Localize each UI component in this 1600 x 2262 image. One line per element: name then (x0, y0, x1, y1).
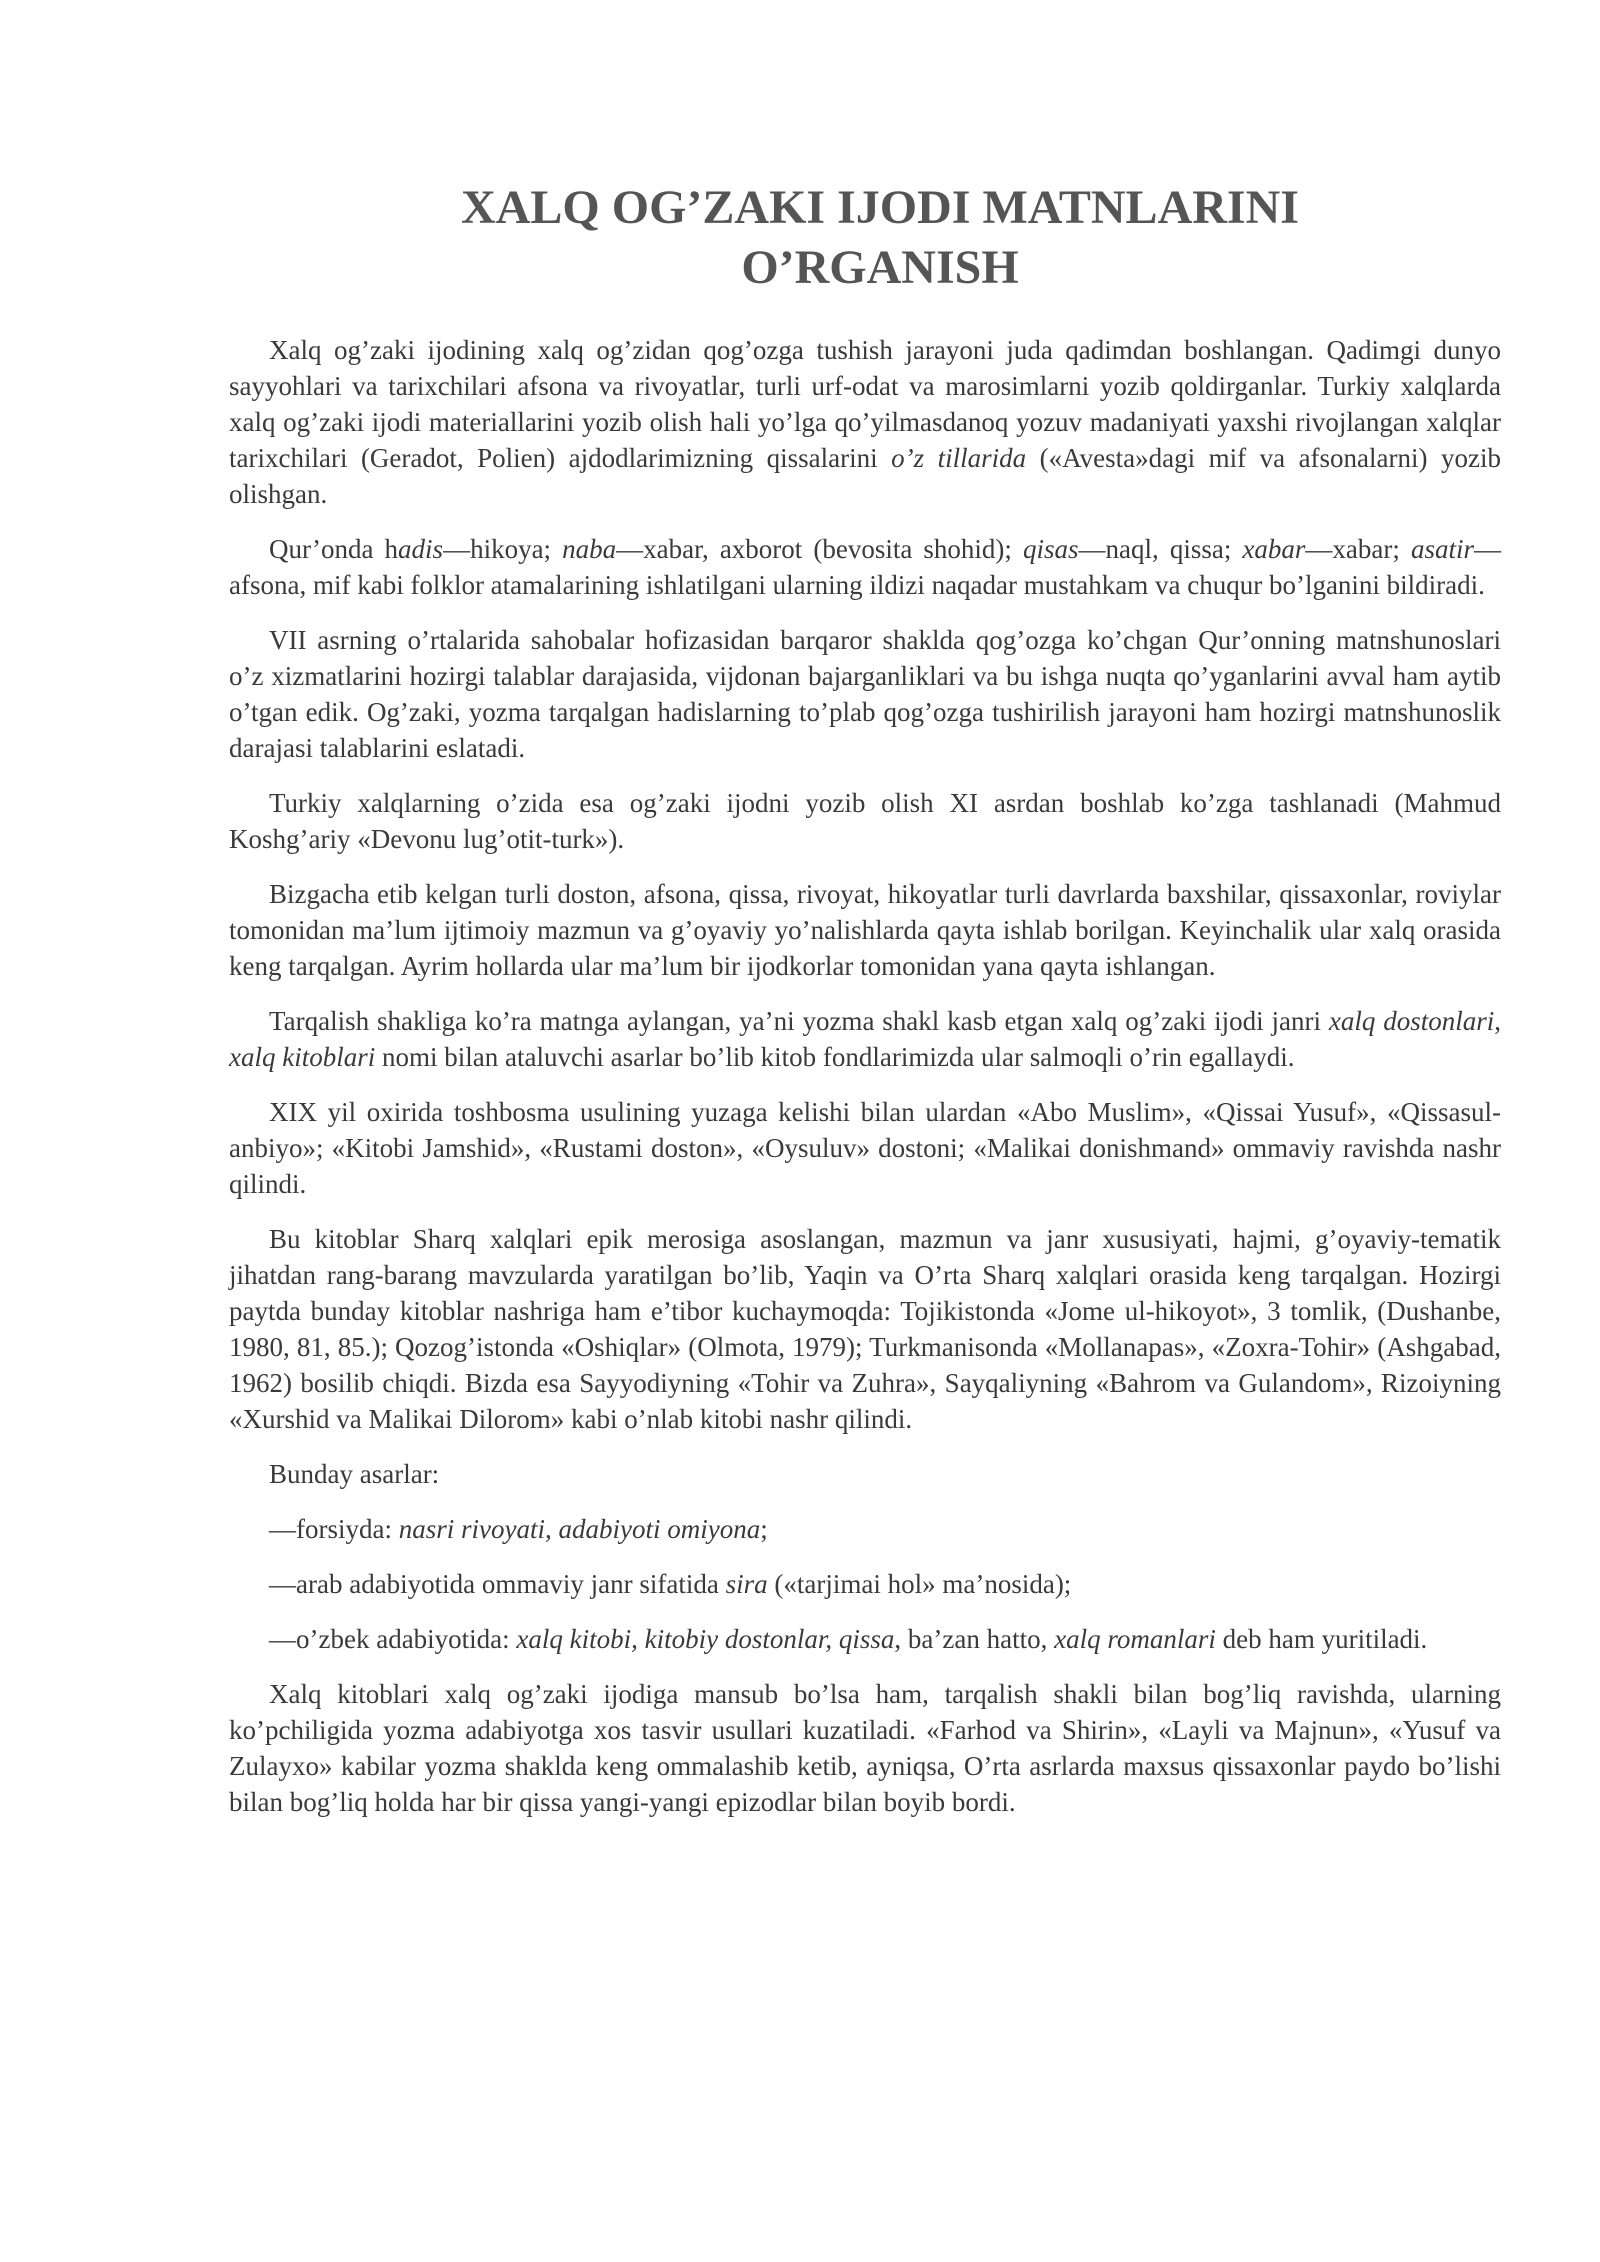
text-run: Qur’onda h (269, 534, 399, 564)
text-run: —hikoya; (443, 534, 563, 564)
text-run: Bu kitoblar Sharq xalqlari epik merosiga asoslangan, mazmun va janr xususiyati, hajmi, g’oyaviy-tematik jihatdan rang-barang mavzularda yaratilgan bo’lib, Yaqin va O’rta Sharq xalqlari orasida keng tarqalgan. Hozirgi paytda bunday kitoblar nashriga ham e’tibor kuchaymoqda: Tojikistonda «Jome ul-hikoyot», 3 tomlik, (Dushanbe, 1980, 81, 85.); Qozog’istonda «Oshiqlar» (Olmota, 1979); Turkmanisonda «Mollanapas», «Zoxra-Tohir» (Ashgabad, 1962) bosilib chiqdi. Bizda esa Sayyodiyning «Tohir va Zuhra», Sayqaliyning «Bahrom va Gulandom», Rizoiyning «Xurshid va Malikai Dilorom» kabi o’nlab kitobi nashr qilindi. (229, 1224, 1501, 1434)
text-run: Xalq og’zaki ijodining xalq og’zidan qog’ozga tushish jarayoni juda qadimdan boshlangan. Qadimgi dunyo sayyohlari va tarixchilari afsona va rivoyatlar, turli urf-odat va marosimlarni yozib qoldirganlar. Turkiy xalqlarda xalq og’zaki ijodi materiallarini yozib olish hali yo’lga qo’yilmasdanoq yozuv madaniyati yaxshi rivojlangan xalqlar tarixchilari (Geradot, Polien) ajdodlarimizning qissalarini (229, 335, 1501, 473)
paragraph (229, 1456, 1501, 1492)
text-run: —o’zbek adabiyotida: (269, 1624, 517, 1654)
paragraph (229, 1676, 1501, 1820)
text-run: Xalq kitoblari xalq og’zaki ijodiga mansub bo’lsa ham, tarqalish shakli bilan bog’liq ravishda, ularning ko’pchiligida yozma adabiyotga xos tasvir usullari kuzatiladi. «Farhod va Shirin», «Layli va Majnun», «Yusuf va Zulayxo» kabilar yozma shaklda keng ommalashib ketib, ayniqsa, O’rta asrlarda maxsus qissaxonlar paydo bo’lishi bilan bog’liq holda har bir qissa yangi-yangi epizodlar bilan boyib bordi. (229, 1679, 1501, 1817)
italic-term: sira (725, 1569, 768, 1599)
paragraph (229, 1094, 1501, 1202)
text-run: XIX yil oxirida toshbosma usulining yuzaga kelishi bilan ulardan «Abo Muslim», «Qissai Yusuf», «Qissasul-anbiyo»; «Kitobi Jamshid», «Rustami doston», «Oysuluv» dostoni; «Malikai donishmand» ommaviy ravishda nashr qilindi. (229, 1097, 1501, 1199)
paragraph (229, 1566, 1501, 1602)
title-line-2: O’RGANISH (741, 241, 1019, 294)
paragraph (229, 1511, 1501, 1547)
text-run: Turkiy xalqlarning o’zida esa og’zaki ijodni yozib olish XI asrdan boshlab ko’zga tashlanadi (Mahmud Koshg’ariy «Devonu lug’otit-turk»). (229, 788, 1501, 854)
text-run: —afsona, mif kabi folklor atamalarining ishlatilgani ularning ildizi naqadar mustahkam va chuqur bo’lganini bildiradi. (229, 534, 1501, 600)
paragraph (229, 1221, 1501, 1437)
text-run: , (1494, 1006, 1501, 1036)
italic-term: asatir (1410, 534, 1474, 564)
text-run: Bunday asarlar: (269, 1459, 440, 1489)
paragraph (229, 1621, 1501, 1657)
document-body (229, 332, 1501, 1820)
paragraph (229, 876, 1501, 984)
italic-term: naba (562, 534, 617, 564)
italic-term: qisas (1023, 534, 1079, 564)
italic-term: xabar (1242, 534, 1306, 564)
paragraph (229, 332, 1501, 512)
text-run: deb ham yuritiladi. (1215, 1624, 1428, 1654)
italic-term: adis (398, 534, 444, 564)
text-run: nomi bilan ataluvchi asarlar bo’lib kitob fondlarimizda ular salmoqli o’rin egallaydi. (375, 1042, 1295, 1072)
paragraph (229, 622, 1501, 766)
italic-term: xalq kitoblari (229, 1042, 376, 1072)
text-run: VII asrning o’rtalarida sahobalar hofizasidan barqaror shaklda qog’ozga ko’chgan Qur’onning matnshunoslari o’z xizmatlarini hozirgi talablar darajasida, vijdonan bajarganliklari va bu ishga nuqta qo’yganlarini avval ham aytib o’tgan edik. Og’zaki, yozma tarqalgan hadislarning to’plab qog’ozga tushirilish jarayoni ham hozirgi matnshunoslik darajasi talablarini eslatadi. (229, 625, 1501, 763)
text-run: («tarjimai hol» ma’nosida); (767, 1569, 1072, 1599)
italic-term: xalq kitobi, kitobiy dostonlar, qissa (516, 1624, 895, 1654)
italic-term: xalq romanlari (1054, 1624, 1216, 1654)
text-run: —naql, qissa; (1078, 534, 1243, 564)
text-run: —forsiyda: (269, 1514, 399, 1544)
text-run: ; (760, 1514, 768, 1544)
text-run: —arab adabiyotida ommaviy janr sifatida (269, 1569, 726, 1599)
italic-term: nasri rivoyati, adabiyoti omiyona (398, 1514, 761, 1544)
italic-term: xalq dostonlari (1328, 1006, 1495, 1036)
paragraph (229, 531, 1501, 603)
paragraph (229, 1003, 1501, 1075)
text-run: —xabar, axborot (bevosita shohid); (616, 534, 1023, 564)
paragraph (229, 785, 1501, 857)
text-run: —xabar; (1305, 534, 1411, 564)
text-run: Tarqalish shakliga ko’ra matnga aylangan, ya’ni yozma shakl kasb etgan xalq og’zaki ijodi janri (269, 1006, 1329, 1036)
title-line-1: XALQ OG’ZAKI IJODI MATNLARINI (461, 181, 1299, 234)
text-run: («Avesta»dagi mif va afsonalarni) yozib olishgan. (229, 443, 1501, 509)
page-title (229, 178, 1531, 298)
text-run: Bizgacha etib kelgan turli doston, afsona, qissa, rivoyat, hikoyatlar turli davrlarda baxshilar, qissaxonlar, roviylar tomonidan ma’lum ijtimoiy mazmun va g’oyaviy yo’nalishlarda qayta ishlab borilgan. Keyinchalik ular xalq orasida keng tarqalgan. Ayrim hollarda ular ma’lum bir ijodkorlar tomonidan yana qayta ishlangan. (229, 879, 1501, 981)
text-run: , ba’zan hatto, (894, 1624, 1055, 1654)
italic-term: o’z tillarida (891, 443, 1027, 473)
